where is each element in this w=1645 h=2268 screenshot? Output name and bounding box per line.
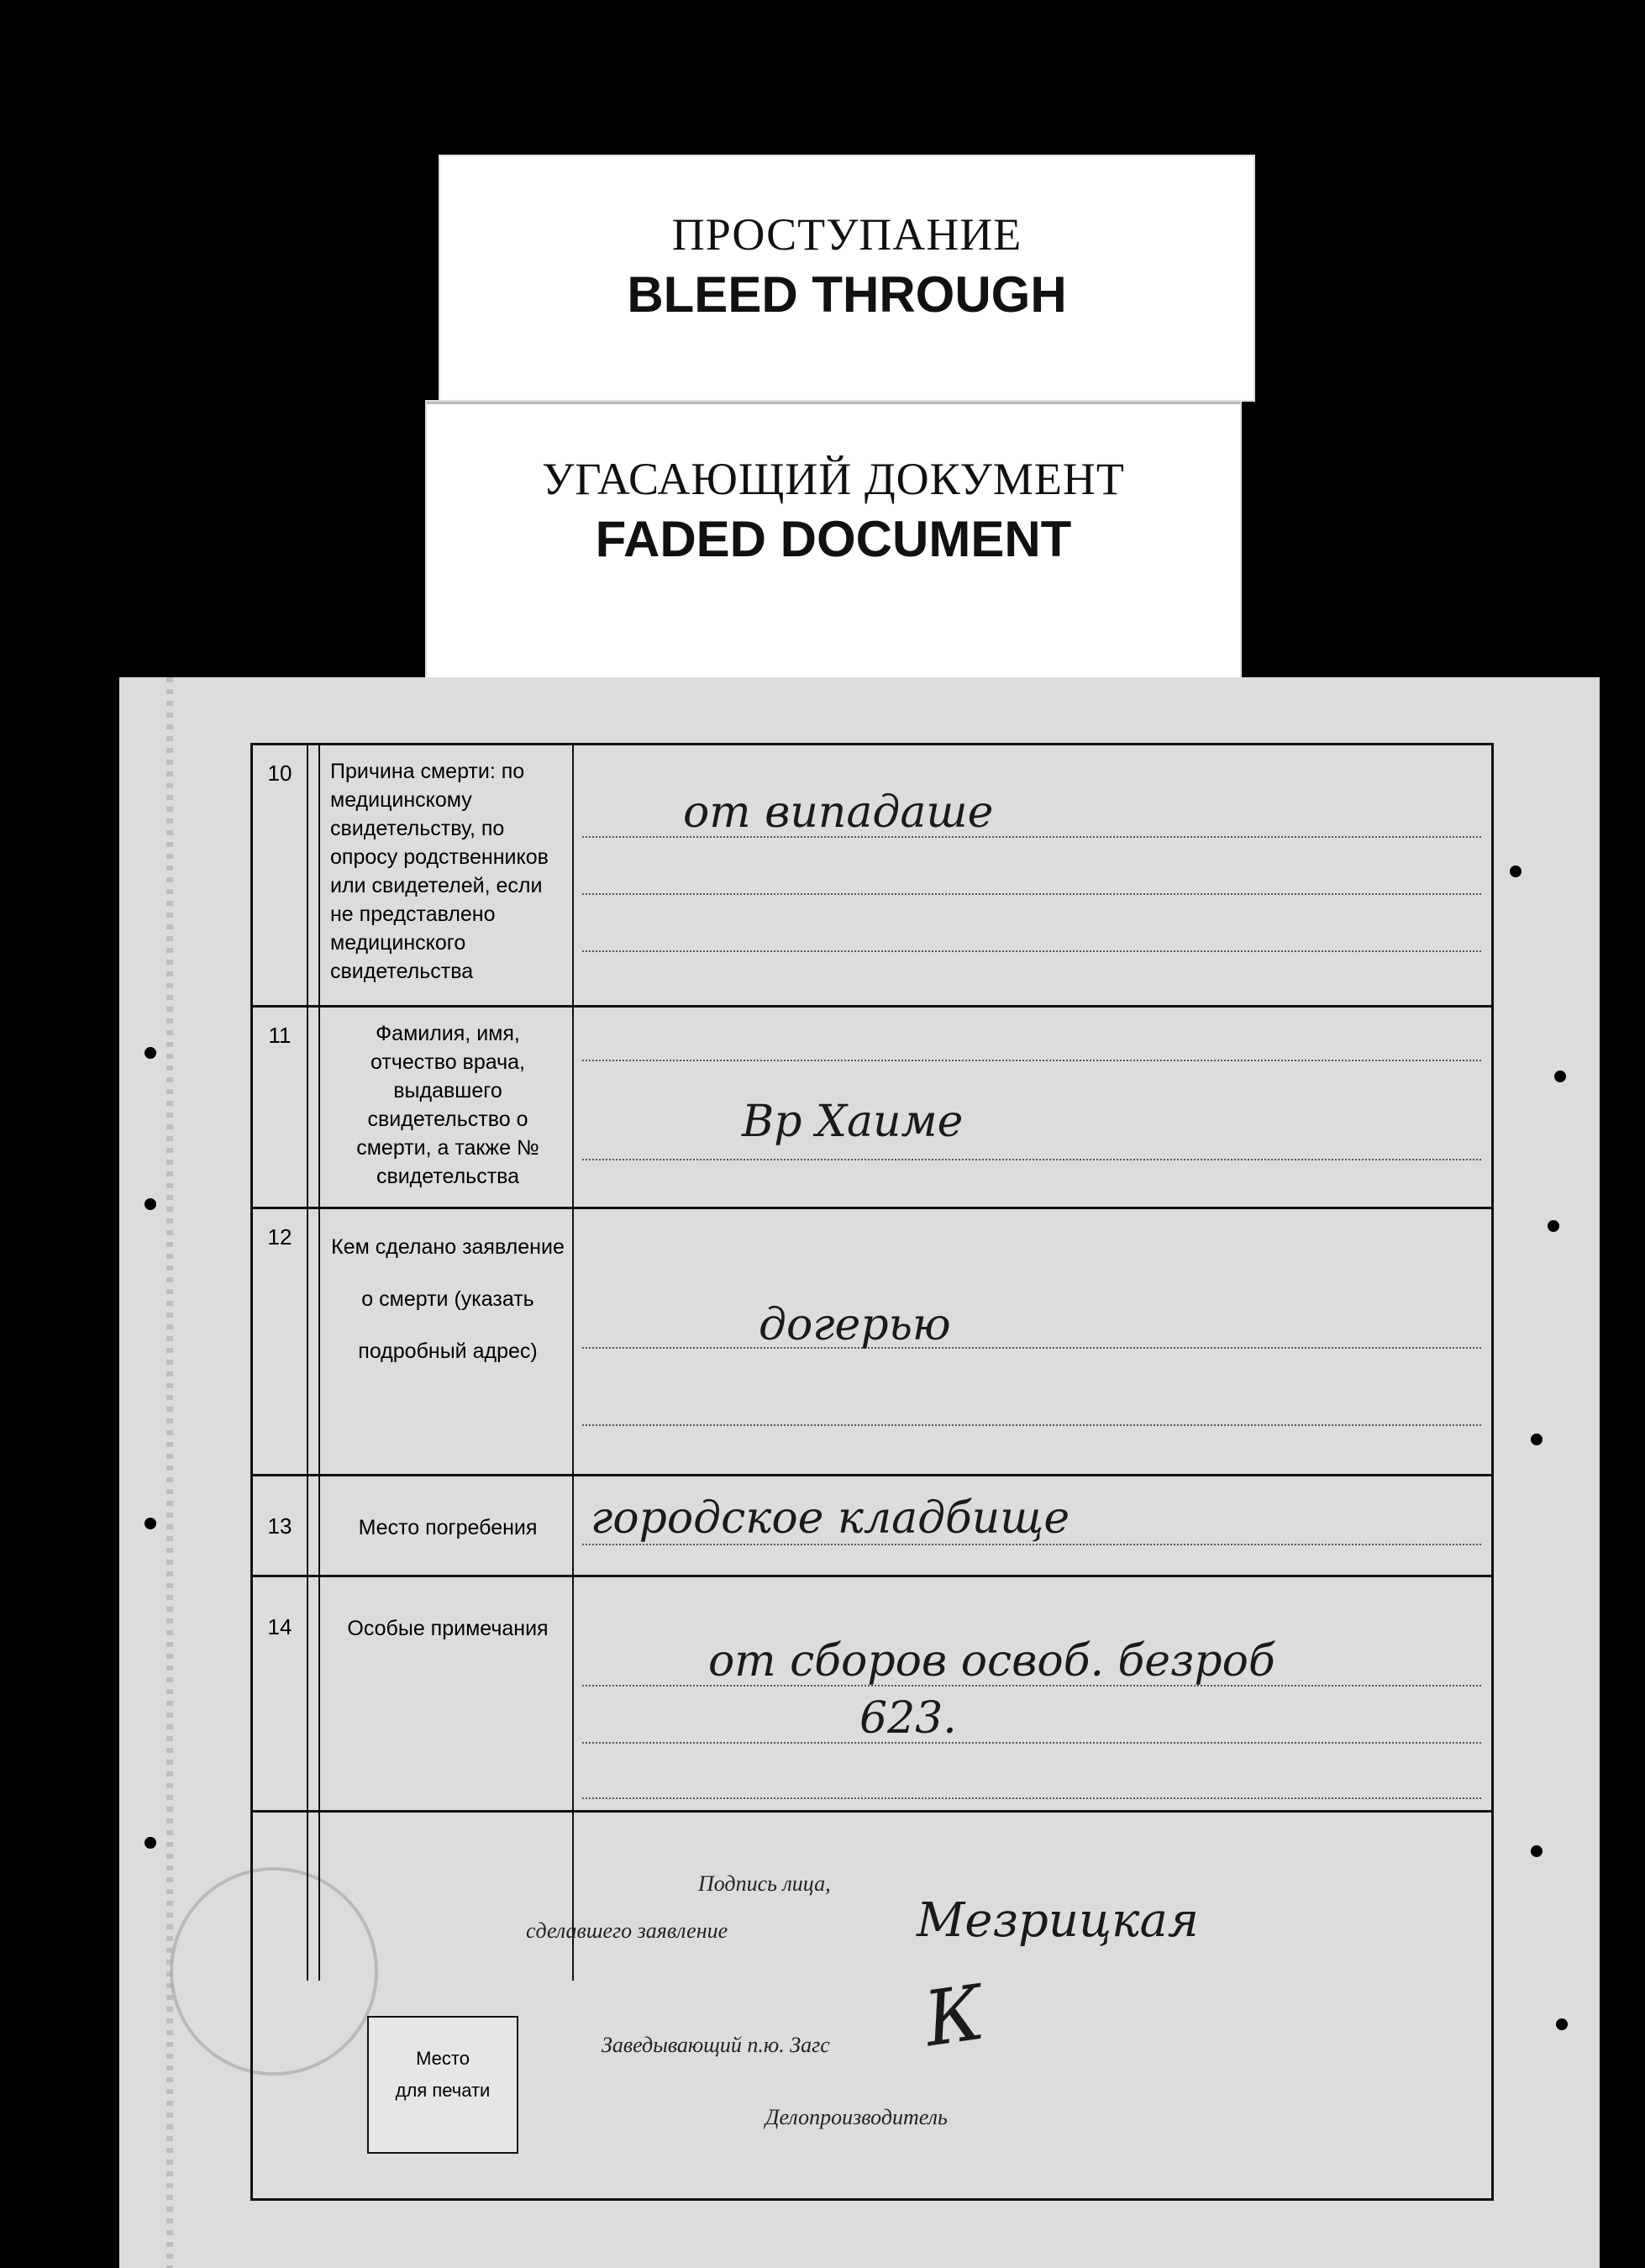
stamp-label-line1: Место	[416, 2048, 470, 2069]
answer-lines	[582, 1008, 1481, 1209]
declarant-label-line2: сделавшего заявление	[526, 1918, 728, 1943]
bleed-through-en: BLEED THROUGH	[627, 266, 1067, 323]
document-sheet	[119, 677, 1600, 2268]
faded-document-ru: УГАСАЮЩИЙ ДОКУМЕНТ	[542, 454, 1125, 504]
row-label: Особые примечания	[347, 1617, 549, 1640]
handwritten-answer-continued: 623.	[859, 1693, 957, 1744]
handwritten-answer: догерью	[759, 1300, 951, 1350]
faded-document-card	[427, 402, 1240, 692]
answer-lines	[582, 1209, 1481, 1476]
punch-hole	[145, 1047, 156, 1059]
handwritten-answer: от сборов освоб. безроб	[708, 1636, 1275, 1687]
head-registrar-label: Заведывающий п.ю. Загс	[602, 2033, 830, 2057]
punch-hole	[1556, 2018, 1568, 2030]
faded-document-en: FADED DOCUMENT	[595, 511, 1072, 567]
punch-hole	[1531, 1845, 1543, 1857]
bleed-through-ru: ПРОСТУПАНИЕ	[671, 209, 1022, 260]
declarant-label-line1: Подпись лица,	[698, 1871, 831, 1896]
punch-hole	[1548, 1220, 1559, 1232]
handwritten-answer: от випадаше	[683, 787, 994, 838]
row-number: 10	[267, 760, 292, 786]
row-label: Фамилия, имя, отчество врача, выдавшего свидетельство о смерти, а также № свидетельства	[356, 1022, 539, 1188]
row-number: 13	[267, 1513, 292, 1539]
row-label: Место погребения	[358, 1516, 538, 1539]
form-row-13	[253, 1476, 1491, 1577]
row-number: 11	[268, 1023, 292, 1048]
clerk-label: Делопроизводитель	[765, 2105, 948, 2129]
form-row-11	[253, 1008, 1491, 1209]
row-number: 14	[267, 1614, 292, 1639]
punch-hole	[1510, 866, 1521, 877]
row-label: Причина смерти: по медицинскому свидетельству, по опросу родственников или свидетелей, если не представлено медицинского свидетельства	[330, 760, 549, 983]
form-row-14	[253, 1577, 1491, 1813]
handwritten-answer: городское кладбище	[591, 1493, 1070, 1544]
stamp-placeholder-box	[367, 2016, 518, 2154]
bleed-through-card	[440, 156, 1253, 400]
punch-hole	[145, 1837, 156, 1849]
row-number: 12	[267, 1224, 292, 1250]
punch-hole	[1531, 1434, 1543, 1445]
punch-hole	[145, 1518, 156, 1529]
answer-lines	[582, 1577, 1481, 1813]
death-record-form	[250, 743, 1494, 2201]
row-label: Кем сделано заявление о смерти (указать подробный адрес)	[331, 1235, 565, 1363]
answer-lines	[582, 745, 1481, 1008]
answer-lines	[582, 1476, 1481, 1577]
declarant-signature: Мезрицкая	[917, 1893, 1199, 1948]
handwritten-answer: Вр Хаиме	[742, 1097, 964, 1147]
punch-hole	[1554, 1071, 1566, 1082]
stamp-label-line2: для печати	[395, 2080, 491, 2101]
form-row-12	[253, 1209, 1491, 1476]
perforated-edge	[166, 677, 173, 2268]
punch-hole	[145, 1198, 156, 1210]
head-registrar-signature: К	[919, 1968, 990, 2065]
form-row-10	[253, 745, 1491, 1008]
